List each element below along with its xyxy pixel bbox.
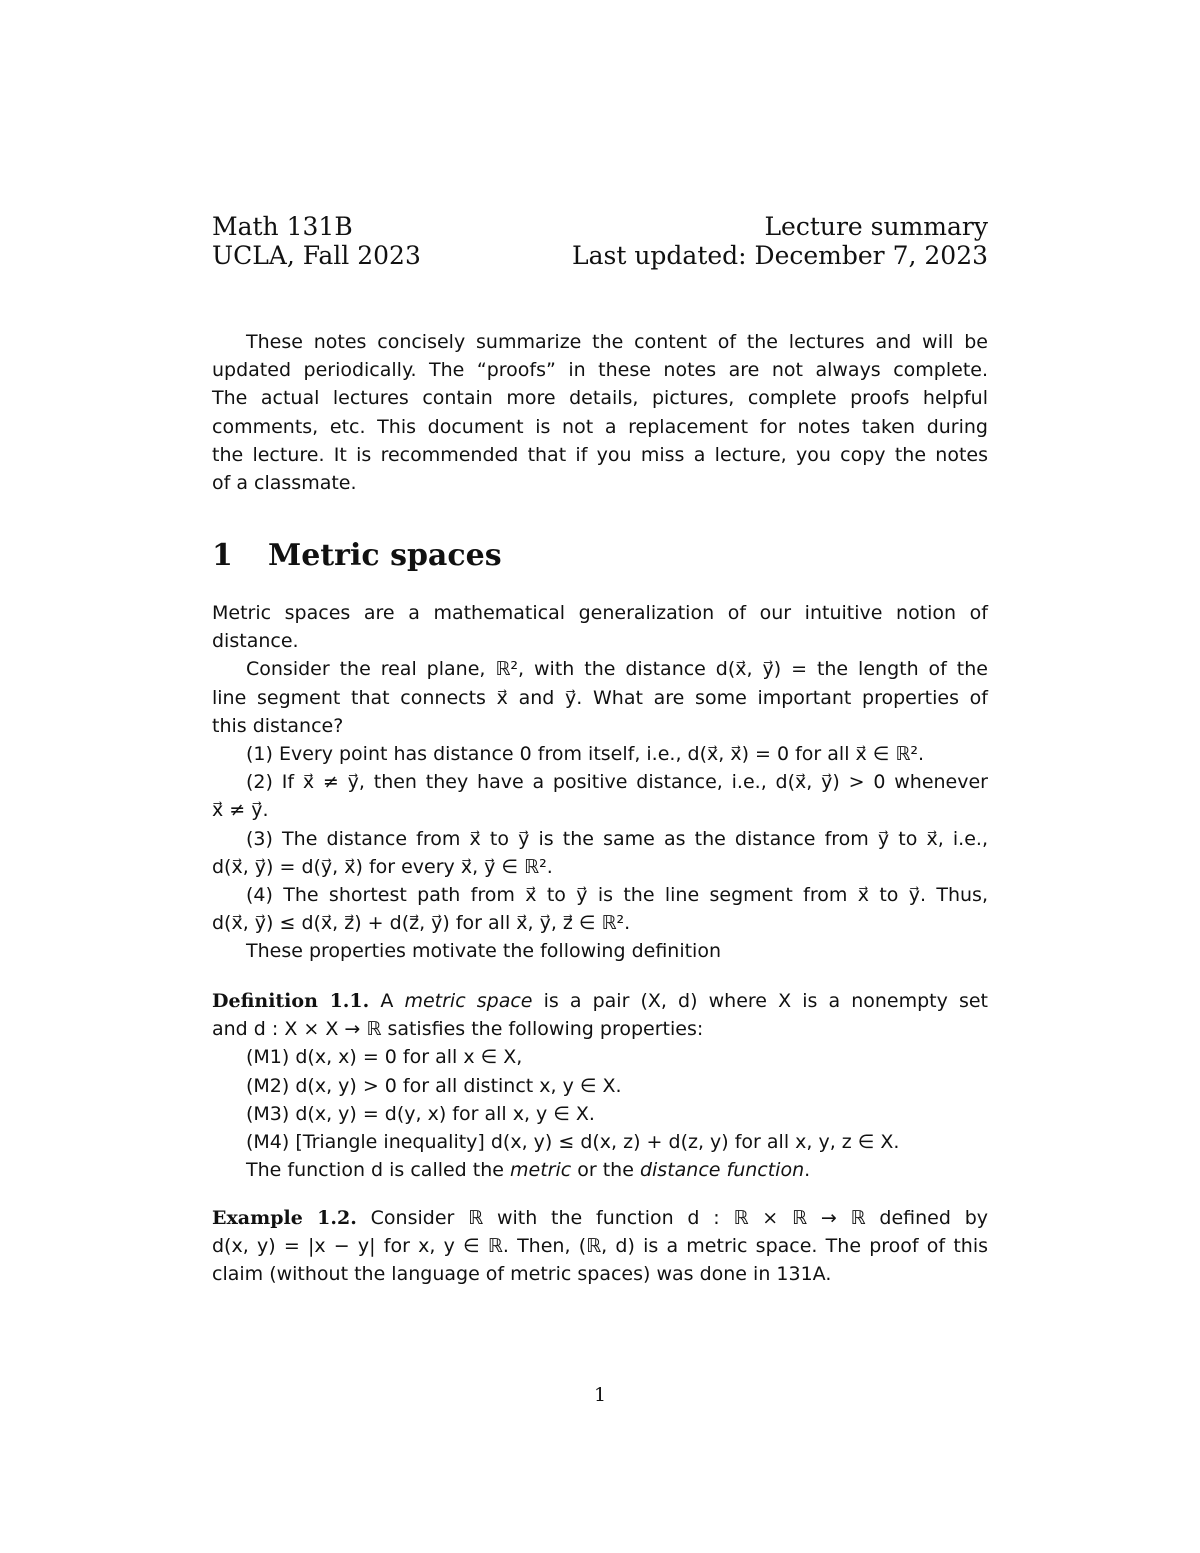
body-line: Metric spaces are a mathematical generalization of our intuitive notion of bbox=[212, 602, 988, 624]
definition-line: and d : X × X → ℝ satisfies the following properties: bbox=[212, 1018, 704, 1041]
intro-line: The actual lectures contain more details, pictures, complete proofs helpful bbox=[212, 387, 988, 410]
axiom-m4: (M4) [Triangle inequality] d(x, y) ≤ d(x, z) + d(z, y) for all x, y, z ∈ X. bbox=[246, 1130, 900, 1153]
definition-label: Definition 1.1. bbox=[212, 990, 370, 1012]
body-line: distance. bbox=[212, 630, 299, 653]
intro-line: of a classmate. bbox=[212, 471, 357, 494]
example-line: Example 1.2. Consider ℝ with the function d : ℝ × ℝ → ℝ defined by bbox=[212, 1207, 988, 1229]
intro-line: comments, etc. This document is not a replacement for notes taken during bbox=[212, 415, 988, 438]
body-line: These properties motivate the following definition bbox=[246, 940, 721, 963]
example-line: claim (without the language of metric spaces) was done in 131A. bbox=[212, 1263, 832, 1286]
course-term: UCLA, Fall 2023 bbox=[212, 241, 421, 270]
term-metric-space: metric space bbox=[404, 990, 533, 1012]
section-heading bbox=[212, 536, 502, 576]
property-item: (3) The distance from x⃗ to y⃗ is the same as the distance from y⃗ to x⃗, i.e., bbox=[246, 827, 988, 850]
property-item-continued: x⃗ ≠ y⃗. bbox=[212, 799, 269, 822]
property-item-continued: d(x⃗, y⃗) = d(y⃗, x⃗) for every x⃗, y⃗ ∈ ℝ². bbox=[212, 855, 553, 878]
axiom-m2: (M2) d(x, y) > 0 for all distinct x, y ∈ X. bbox=[246, 1074, 622, 1097]
example-label: Example 1.2. bbox=[212, 1207, 357, 1229]
section-title: Metric spaces bbox=[268, 538, 502, 573]
intro-paragraph bbox=[212, 328, 988, 497]
body-line: line segment that connects x⃗ and y⃗. What are some important properties of bbox=[212, 686, 988, 709]
page-number: 1 bbox=[593, 1384, 607, 1406]
body-line: Consider the real plane, ℝ², with the distance d(x⃗, y⃗) = the length of the bbox=[246, 658, 988, 681]
intro-line: updated periodically. The “proofs” in these notes are not always complete. bbox=[212, 359, 988, 382]
document-type: Lecture summary bbox=[764, 212, 988, 241]
definition-closing: The function d is called the metric or the distance function. bbox=[246, 1159, 811, 1182]
example-line: d(x, y) = |x − y| for x, y ∈ ℝ. Then, (ℝ, d) is a metric space. The proof of this bbox=[212, 1235, 988, 1258]
property-item: (4) The shortest path from x⃗ to y⃗ is the line segment from x⃗ to y⃗. Thus, bbox=[246, 883, 988, 906]
property-item: (1) Every point has distance 0 from itself, i.e., d(x⃗, x⃗) = 0 for all x⃗ ∈ ℝ². bbox=[246, 742, 925, 765]
definition-block bbox=[212, 987, 988, 1184]
last-updated: Last updated: December 7, 2023 bbox=[571, 241, 988, 270]
axiom-m3: (M3) d(x, y) = d(y, x) for all x, y ∈ X. bbox=[246, 1102, 595, 1125]
definition-line: Definition 1.1. A metric space is a pair (X, d) where X is a nonempty set bbox=[212, 990, 989, 1012]
property-item: (2) If x⃗ ≠ y⃗, then they have a positive distance, i.e., d(x⃗, y⃗) > 0 whenever bbox=[246, 771, 988, 794]
term-distance-function: distance function bbox=[639, 1159, 805, 1182]
axiom-m1: (M1) d(x, x) = 0 for all x ∈ X, bbox=[246, 1046, 523, 1069]
example-block bbox=[212, 1204, 988, 1289]
section-number: 1 bbox=[212, 538, 233, 573]
intro-line: the lecture. It is recommended that if you miss a lecture, you copy the notes bbox=[212, 443, 988, 466]
body-line: this distance? bbox=[212, 714, 344, 737]
property-item-continued: d(x⃗, y⃗) ≤ d(x⃗, z⃗) + d(z⃗, y⃗) for all x⃗, y⃗, z⃗ ∈ ℝ². bbox=[212, 912, 631, 935]
intro-line: These notes concisely summarize the content of the lectures and will be bbox=[246, 331, 988, 353]
course-title: Math 131B bbox=[212, 212, 353, 241]
term-metric: metric bbox=[510, 1159, 572, 1182]
body-text bbox=[212, 599, 988, 965]
